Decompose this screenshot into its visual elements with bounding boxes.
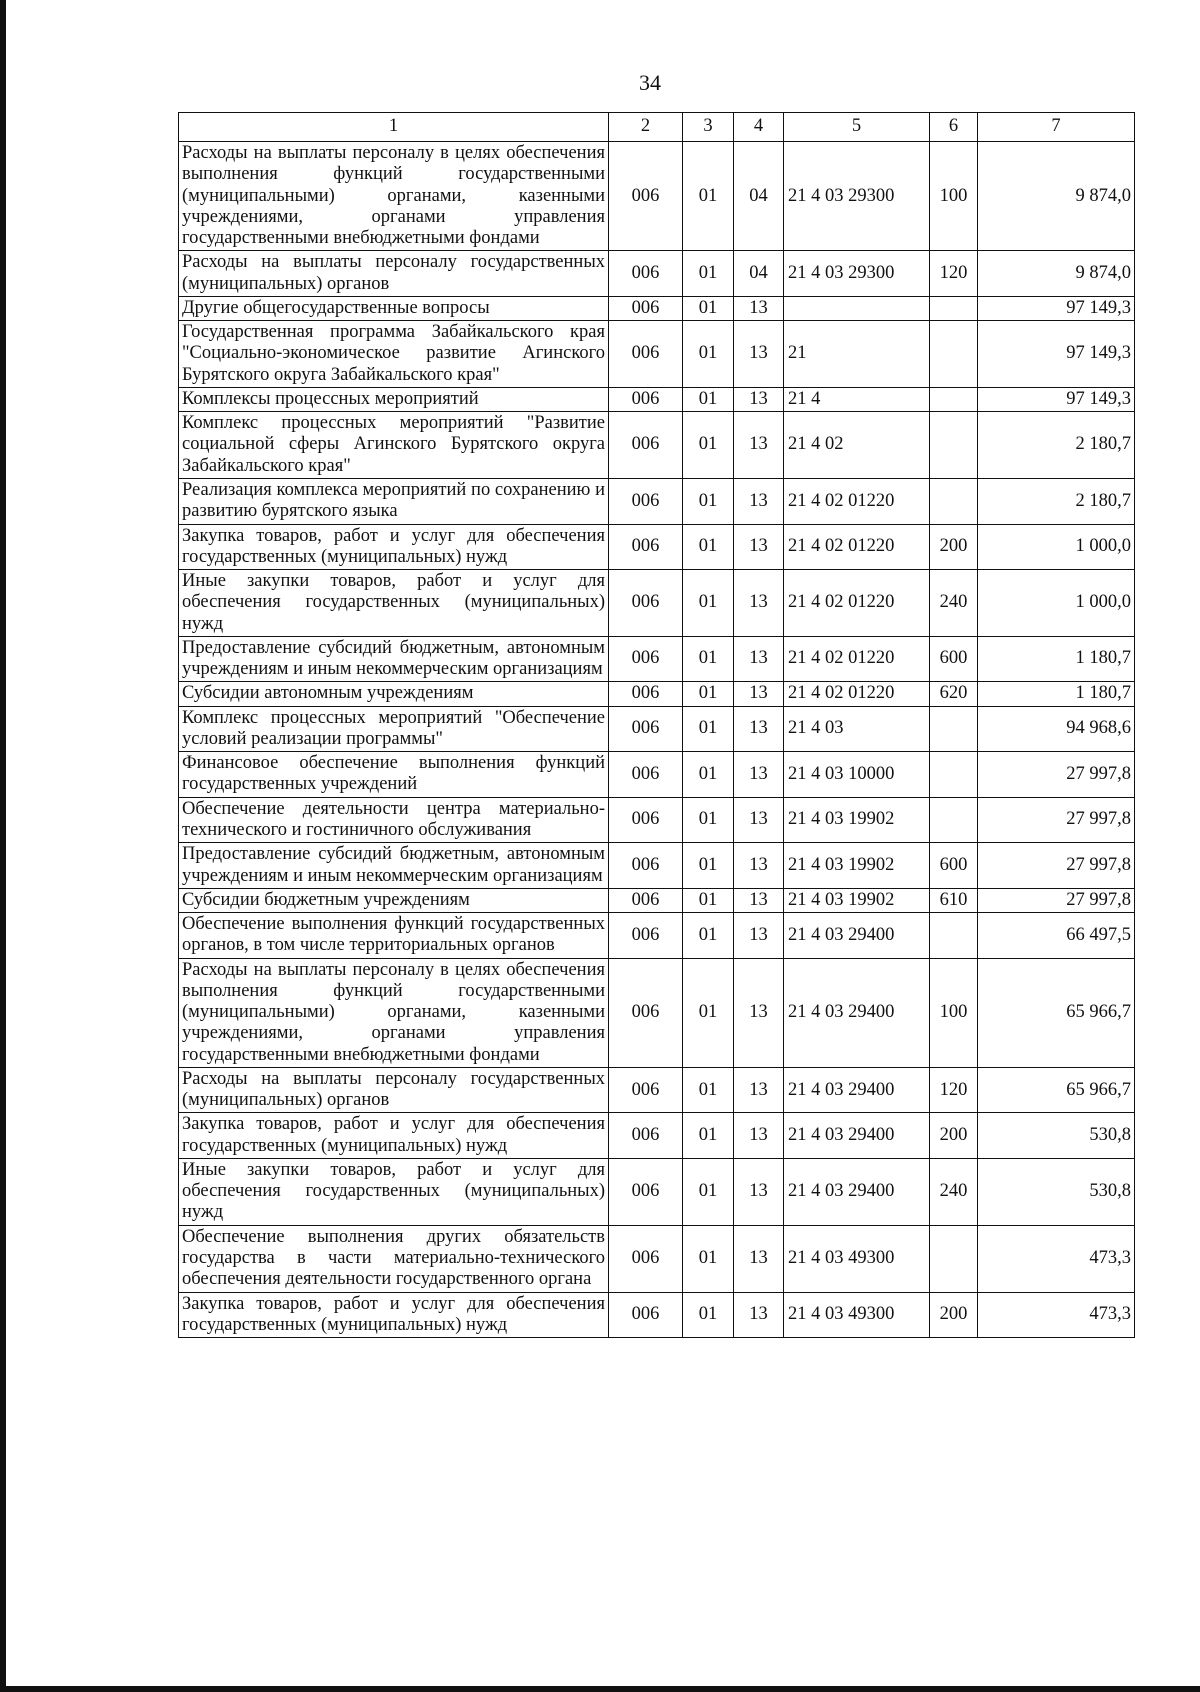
row-expense-type xyxy=(930,752,978,798)
row-subsection-code: 13 xyxy=(734,524,784,570)
row-ministry-code: 006 xyxy=(609,321,683,388)
row-name: Обеспечение деятельности центра материально-технического и гостиничного обслуживания xyxy=(179,797,609,843)
row-name: Обеспечение выполнения функций государственных органов, в том числе территориальных органов xyxy=(179,913,609,959)
table-row xyxy=(179,888,1135,912)
column-header: 3 xyxy=(683,113,734,142)
row-target-article: 21 4 03 29300 xyxy=(784,251,930,297)
row-subsection-code: 04 xyxy=(734,142,784,251)
table-row xyxy=(179,1225,1135,1292)
row-target-article: 21 4 03 19902 xyxy=(784,797,930,843)
row-name: Закупка товаров, работ и услуг для обеспечения государственных (муниципальных) нужд xyxy=(179,1113,609,1159)
row-subsection-code: 13 xyxy=(734,958,784,1067)
row-section-code: 01 xyxy=(683,843,734,889)
row-name: Реализация комплекса мероприятий по сохранению и развитию бурятского языка xyxy=(179,478,609,524)
row-target-article xyxy=(784,296,930,320)
row-expense-type: 620 xyxy=(930,682,978,706)
row-section-code: 01 xyxy=(683,142,734,251)
row-ministry-code: 006 xyxy=(609,1113,683,1159)
table-row xyxy=(179,321,1135,388)
row-section-code: 01 xyxy=(683,251,734,297)
row-ministry-code: 006 xyxy=(609,412,683,479)
table-body xyxy=(179,142,1135,1338)
row-expense-type xyxy=(930,706,978,752)
row-section-code: 01 xyxy=(683,478,734,524)
row-section-code: 01 xyxy=(683,296,734,320)
row-subsection-code: 13 xyxy=(734,1113,784,1159)
row-name: Государственная программа Забайкальского края "Социально-экономическое развитие Агинского Бурятского округа Забайкальского края" xyxy=(179,321,609,388)
row-section-code: 01 xyxy=(683,752,734,798)
row-amount: 473,3 xyxy=(978,1292,1135,1338)
row-target-article: 21 4 03 29400 xyxy=(784,958,930,1067)
row-amount: 94 968,6 xyxy=(978,706,1135,752)
table-row xyxy=(179,913,1135,959)
row-name: Субсидии бюджетным учреждениям xyxy=(179,888,609,912)
row-section-code: 01 xyxy=(683,1225,734,1292)
row-ministry-code: 006 xyxy=(609,478,683,524)
row-subsection-code: 13 xyxy=(734,296,784,320)
row-subsection-code: 13 xyxy=(734,412,784,479)
row-amount: 97 149,3 xyxy=(978,387,1135,411)
column-header: 2 xyxy=(609,113,683,142)
table-row xyxy=(179,752,1135,798)
row-amount: 66 497,5 xyxy=(978,913,1135,959)
row-expense-type: 120 xyxy=(930,251,978,297)
row-name: Расходы на выплаты персоналу государственных (муниципальных) органов xyxy=(179,1067,609,1113)
table-row xyxy=(179,478,1135,524)
row-name: Расходы на выплаты персоналу в целях обеспечения выполнения функций государственными (муниципальными) органами, казенными учреждениями, органами управления государственными внебюджетными фондами xyxy=(179,142,609,251)
row-expense-type: 100 xyxy=(930,142,978,251)
row-amount: 1 180,7 xyxy=(978,682,1135,706)
column-header: 6 xyxy=(930,113,978,142)
row-target-article: 21 4 03 10000 xyxy=(784,752,930,798)
row-name: Предоставление субсидий бюджетным, автономным учреждениям и иным некоммерческим организациям xyxy=(179,843,609,889)
row-subsection-code: 04 xyxy=(734,251,784,297)
row-amount: 1 000,0 xyxy=(978,570,1135,637)
row-name: Расходы на выплаты персоналу в целях обеспечения выполнения функций государственными (муниципальными) органами, казенными учреждениями, органами управления государственными внебюджетными фондами xyxy=(179,958,609,1067)
table-row xyxy=(179,524,1135,570)
row-target-article: 21 4 xyxy=(784,387,930,411)
row-section-code: 01 xyxy=(683,682,734,706)
row-ministry-code: 006 xyxy=(609,387,683,411)
row-section-code: 01 xyxy=(683,888,734,912)
row-section-code: 01 xyxy=(683,636,734,682)
table-row xyxy=(179,797,1135,843)
row-expense-type: 600 xyxy=(930,636,978,682)
row-amount: 27 997,8 xyxy=(978,888,1135,912)
row-amount: 1 180,7 xyxy=(978,636,1135,682)
row-subsection-code: 13 xyxy=(734,478,784,524)
row-target-article: 21 4 02 01220 xyxy=(784,570,930,637)
row-target-article: 21 4 02 01220 xyxy=(784,478,930,524)
row-ministry-code: 006 xyxy=(609,797,683,843)
row-target-article: 21 4 03 29400 xyxy=(784,1113,930,1159)
column-header: 5 xyxy=(784,113,930,142)
row-section-code: 01 xyxy=(683,1158,734,1225)
row-target-article: 21 4 03 29400 xyxy=(784,1067,930,1113)
row-expense-type: 240 xyxy=(930,1158,978,1225)
row-expense-type xyxy=(930,387,978,411)
row-subsection-code: 13 xyxy=(734,636,784,682)
row-section-code: 01 xyxy=(683,706,734,752)
table-row xyxy=(179,843,1135,889)
row-expense-type: 200 xyxy=(930,1292,978,1338)
row-target-article: 21 4 03 19902 xyxy=(784,888,930,912)
row-target-article: 21 4 03 29400 xyxy=(784,913,930,959)
row-section-code: 01 xyxy=(683,387,734,411)
row-ministry-code: 006 xyxy=(609,1225,683,1292)
row-name: Закупка товаров, работ и услуг для обеспечения государственных (муниципальных) нужд xyxy=(179,1292,609,1338)
scan-border-left xyxy=(0,0,6,1692)
row-target-article: 21 4 03 49300 xyxy=(784,1225,930,1292)
column-header: 4 xyxy=(734,113,784,142)
table-row xyxy=(179,682,1135,706)
table-row xyxy=(179,251,1135,297)
row-amount: 65 966,7 xyxy=(978,1067,1135,1113)
row-name: Субсидии автономным учреждениям xyxy=(179,682,609,706)
row-expense-type xyxy=(930,321,978,388)
row-ministry-code: 006 xyxy=(609,1067,683,1113)
row-ministry-code: 006 xyxy=(609,636,683,682)
row-section-code: 01 xyxy=(683,913,734,959)
table-row xyxy=(179,706,1135,752)
row-name: Комплексы процессных мероприятий xyxy=(179,387,609,411)
table-row xyxy=(179,958,1135,1067)
row-target-article: 21 4 03 19902 xyxy=(784,843,930,889)
row-name: Предоставление субсидий бюджетным, автономным учреждениям и иным некоммерческим организациям xyxy=(179,636,609,682)
row-ministry-code: 006 xyxy=(609,524,683,570)
row-name: Закупка товаров, работ и услуг для обеспечения государственных (муниципальных) нужд xyxy=(179,524,609,570)
row-ministry-code: 006 xyxy=(609,142,683,251)
row-section-code: 01 xyxy=(683,958,734,1067)
row-subsection-code: 13 xyxy=(734,1158,784,1225)
row-target-article: 21 4 02 01220 xyxy=(784,524,930,570)
row-amount: 2 180,7 xyxy=(978,412,1135,479)
row-expense-type xyxy=(930,296,978,320)
row-name: Обеспечение выполнения других обязательств государства в части материально-технического обеспечения деятельности государственного органа xyxy=(179,1225,609,1292)
row-subsection-code: 13 xyxy=(734,1225,784,1292)
row-amount: 473,3 xyxy=(978,1225,1135,1292)
row-target-article: 21 4 02 01220 xyxy=(784,682,930,706)
table-row xyxy=(179,570,1135,637)
row-expense-type xyxy=(930,797,978,843)
row-ministry-code: 006 xyxy=(609,296,683,320)
row-amount: 530,8 xyxy=(978,1158,1135,1225)
row-subsection-code: 13 xyxy=(734,1067,784,1113)
row-expense-type: 100 xyxy=(930,958,978,1067)
budget-table xyxy=(178,112,1135,1338)
row-section-code: 01 xyxy=(683,570,734,637)
row-subsection-code: 13 xyxy=(734,321,784,388)
row-amount: 9 874,0 xyxy=(978,142,1135,251)
row-expense-type xyxy=(930,478,978,524)
row-subsection-code: 13 xyxy=(734,1292,784,1338)
row-subsection-code: 13 xyxy=(734,888,784,912)
row-expense-type xyxy=(930,412,978,479)
row-ministry-code: 006 xyxy=(609,570,683,637)
row-expense-type xyxy=(930,913,978,959)
scan-border-bottom xyxy=(0,1686,1200,1692)
row-amount: 97 149,3 xyxy=(978,296,1135,320)
row-amount: 9 874,0 xyxy=(978,251,1135,297)
row-section-code: 01 xyxy=(683,1113,734,1159)
row-ministry-code: 006 xyxy=(609,1158,683,1225)
row-subsection-code: 13 xyxy=(734,752,784,798)
table-row xyxy=(179,1292,1135,1338)
row-amount: 27 997,8 xyxy=(978,797,1135,843)
row-ministry-code: 006 xyxy=(609,682,683,706)
table-row xyxy=(179,1113,1135,1159)
row-amount: 1 000,0 xyxy=(978,524,1135,570)
row-expense-type: 200 xyxy=(930,1113,978,1159)
table-row xyxy=(179,636,1135,682)
column-header: 7 xyxy=(978,113,1135,142)
row-name: Комплекс процессных мероприятий "Развитие социальной сферы Агинского Бурятского округа Забайкальского края" xyxy=(179,412,609,479)
table-row xyxy=(179,387,1135,411)
column-header: 1 xyxy=(179,113,609,142)
row-expense-type: 120 xyxy=(930,1067,978,1113)
row-section-code: 01 xyxy=(683,1292,734,1338)
row-target-article: 21 4 03 49300 xyxy=(784,1292,930,1338)
table-row xyxy=(179,1067,1135,1113)
row-section-code: 01 xyxy=(683,797,734,843)
row-target-article: 21 4 03 xyxy=(784,706,930,752)
row-ministry-code: 006 xyxy=(609,752,683,798)
row-expense-type: 240 xyxy=(930,570,978,637)
row-target-article: 21 4 03 29400 xyxy=(784,1158,930,1225)
row-target-article: 21 4 02 01220 xyxy=(784,636,930,682)
row-target-article: 21 4 02 xyxy=(784,412,930,479)
row-ministry-code: 006 xyxy=(609,843,683,889)
row-target-article: 21 4 03 29300 xyxy=(784,142,930,251)
row-name: Другие общегосударственные вопросы xyxy=(179,296,609,320)
row-subsection-code: 13 xyxy=(734,913,784,959)
row-ministry-code: 006 xyxy=(609,706,683,752)
row-subsection-code: 13 xyxy=(734,682,784,706)
row-ministry-code: 006 xyxy=(609,1292,683,1338)
row-expense-type xyxy=(930,1225,978,1292)
row-amount: 27 997,8 xyxy=(978,752,1135,798)
row-amount: 97 149,3 xyxy=(978,321,1135,388)
row-section-code: 01 xyxy=(683,1067,734,1113)
row-name: Комплекс процессных мероприятий "Обеспечение условий реализации программы" xyxy=(179,706,609,752)
page-number: 34 xyxy=(639,70,661,95)
row-subsection-code: 13 xyxy=(734,387,784,411)
row-section-code: 01 xyxy=(683,321,734,388)
row-subsection-code: 13 xyxy=(734,843,784,889)
table-header-row xyxy=(179,113,1135,142)
row-name: Финансовое обеспечение выполнения функций государственных учреждений xyxy=(179,752,609,798)
row-section-code: 01 xyxy=(683,412,734,479)
row-target-article: 21 xyxy=(784,321,930,388)
table-row xyxy=(179,296,1135,320)
row-expense-type: 600 xyxy=(930,843,978,889)
row-section-code: 01 xyxy=(683,524,734,570)
row-subsection-code: 13 xyxy=(734,570,784,637)
row-name: Иные закупки товаров, работ и услуг для обеспечения государственных (муниципальных) нужд xyxy=(179,570,609,637)
row-expense-type: 200 xyxy=(930,524,978,570)
row-ministry-code: 006 xyxy=(609,888,683,912)
row-amount: 530,8 xyxy=(978,1113,1135,1159)
table-row xyxy=(179,142,1135,251)
row-name: Иные закупки товаров, работ и услуг для обеспечения государственных (муниципальных) нужд xyxy=(179,1158,609,1225)
row-ministry-code: 006 xyxy=(609,251,683,297)
row-name: Расходы на выплаты персоналу государственных (муниципальных) органов xyxy=(179,251,609,297)
row-subsection-code: 13 xyxy=(734,797,784,843)
table-row xyxy=(179,412,1135,479)
row-amount: 2 180,7 xyxy=(978,478,1135,524)
table-row xyxy=(179,1158,1135,1225)
row-expense-type: 610 xyxy=(930,888,978,912)
row-ministry-code: 006 xyxy=(609,913,683,959)
row-ministry-code: 006 xyxy=(609,958,683,1067)
row-subsection-code: 13 xyxy=(734,706,784,752)
row-amount: 65 966,7 xyxy=(978,958,1135,1067)
row-amount: 27 997,8 xyxy=(978,843,1135,889)
